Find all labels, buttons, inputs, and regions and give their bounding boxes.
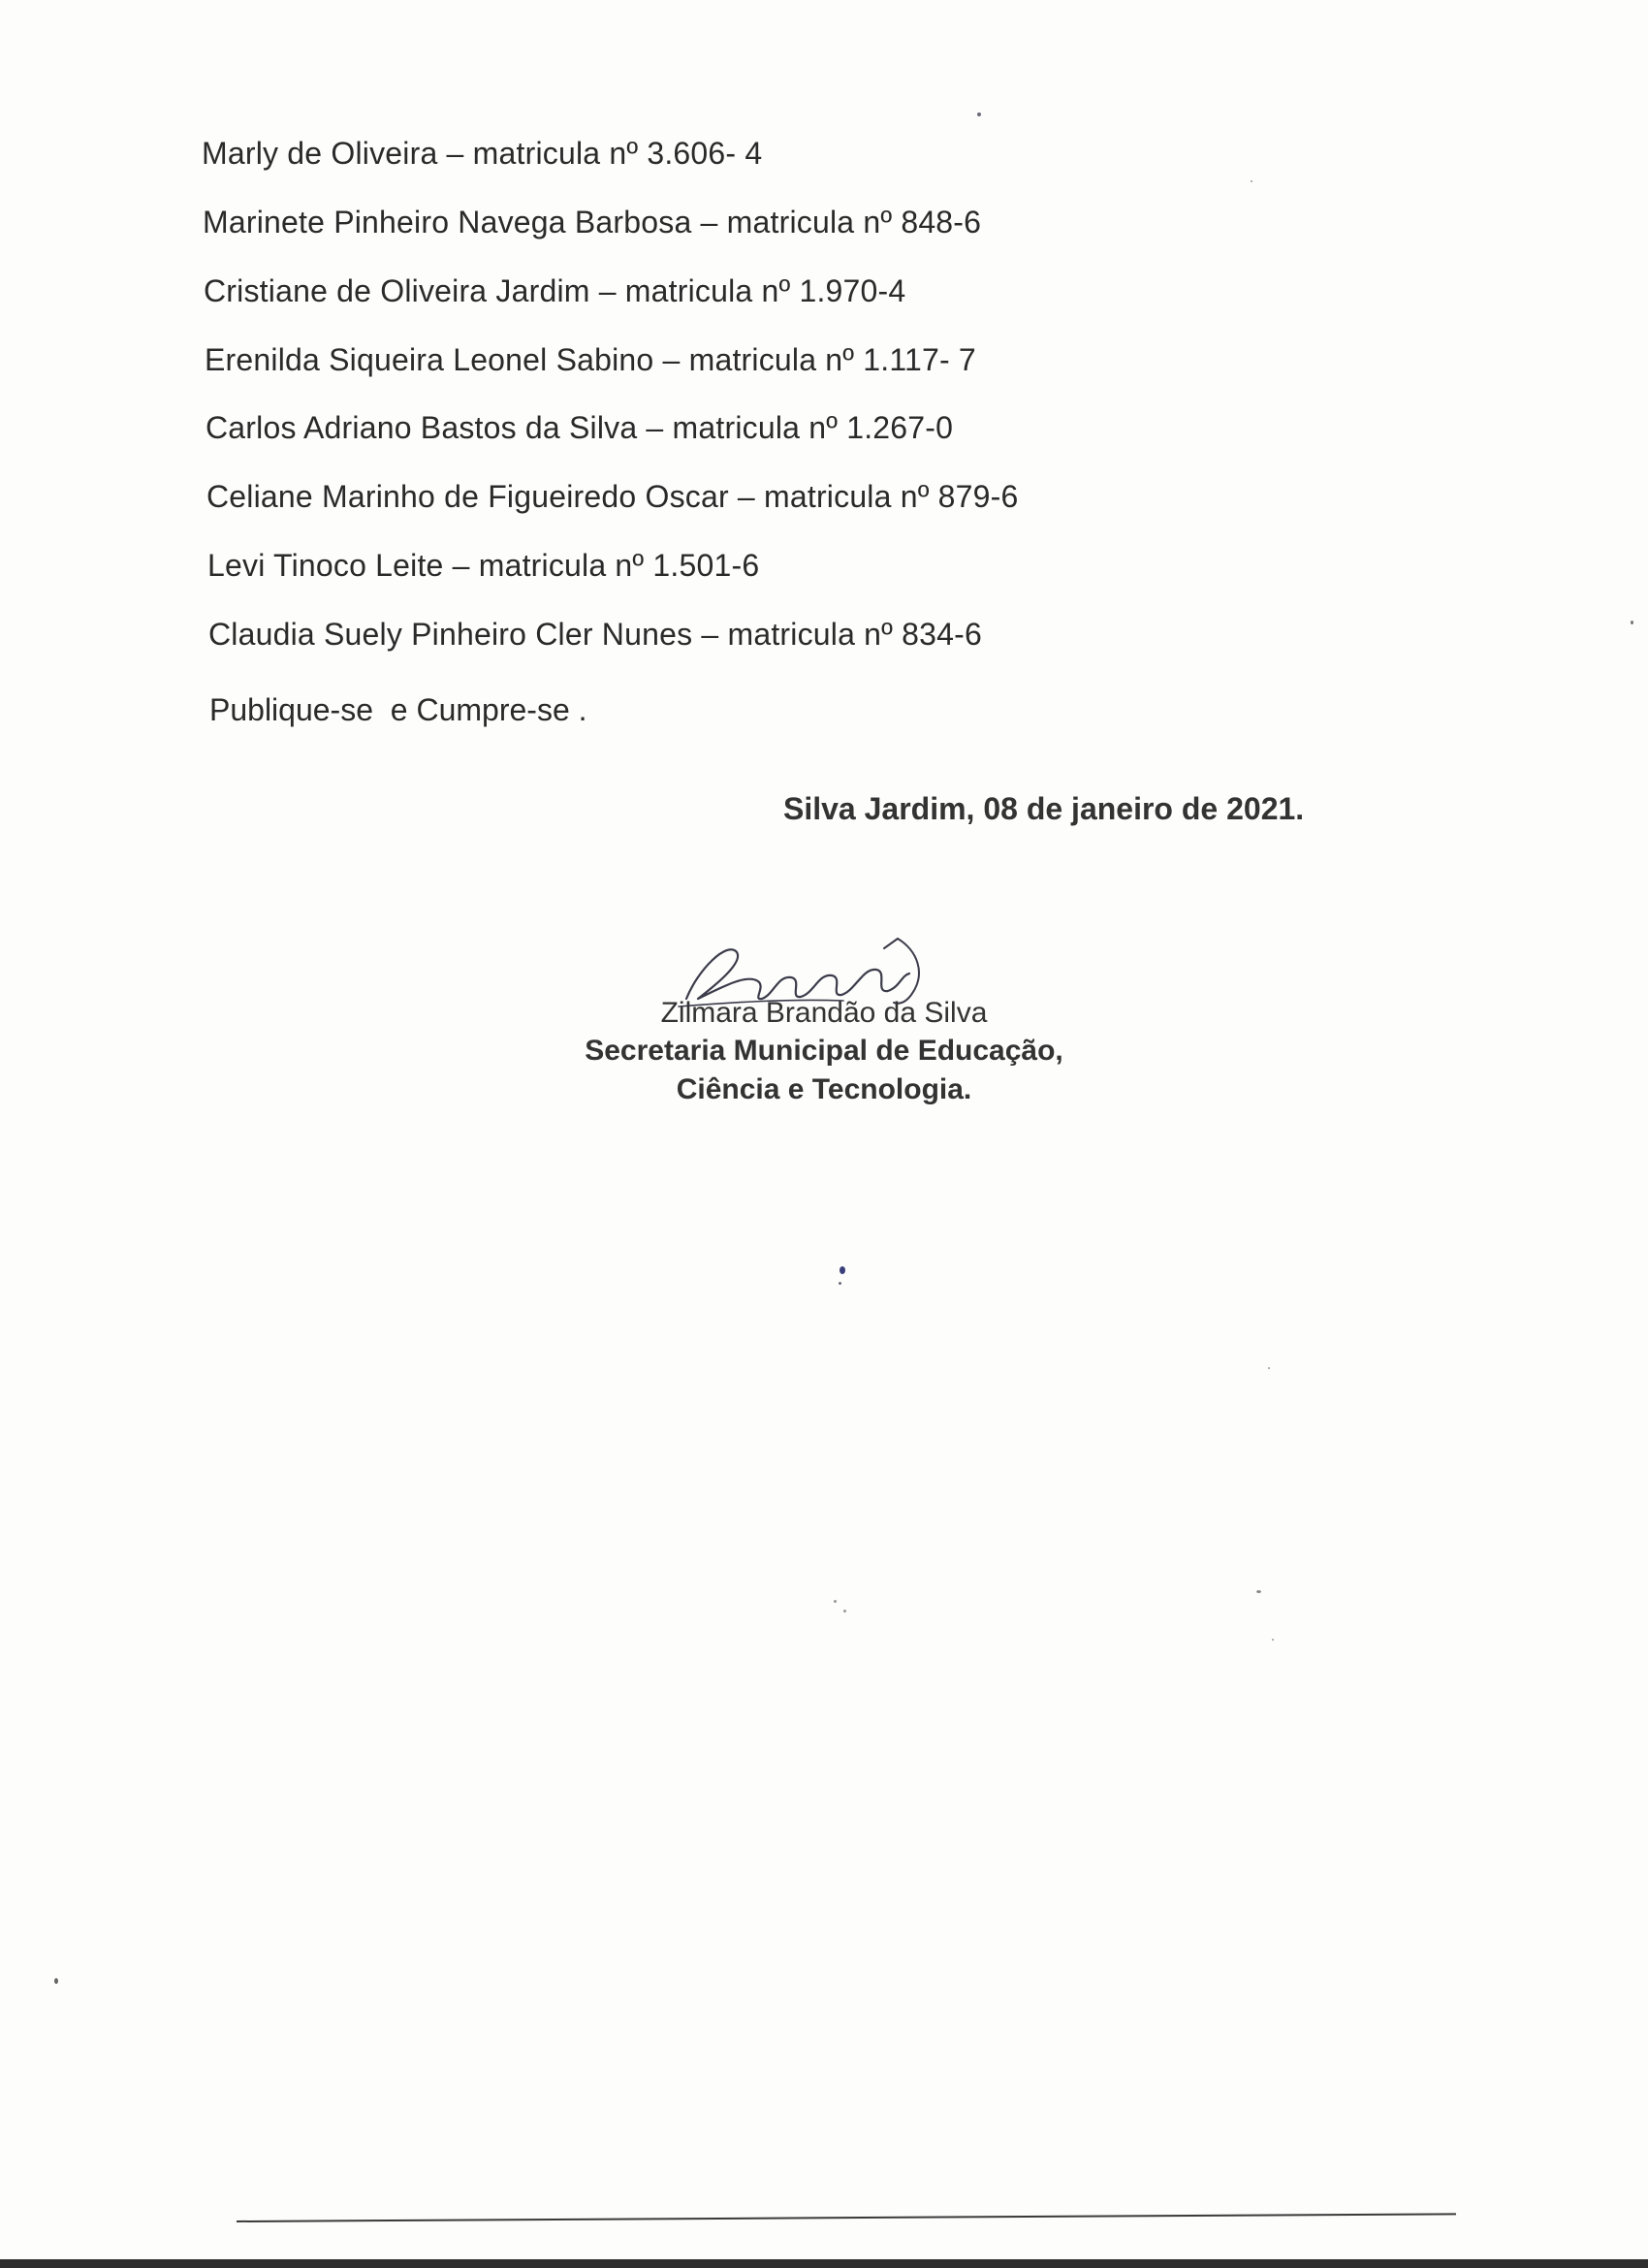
list-item: Levi Tinoco Leite – matricula nº 1.501-6 [207, 548, 760, 583]
dateline: Silva Jardim, 08 de janeiro de 2021. [783, 791, 1305, 826]
list-item: Claudia Suely Pinheiro Cler Nunes – matricula nº 834-6 [208, 617, 983, 652]
scan-speck [1251, 180, 1252, 182]
scan-speck [1272, 1639, 1274, 1641]
scan-speck [843, 1610, 846, 1613]
scan-speck [839, 1282, 841, 1285]
scan-speck [1631, 621, 1633, 624]
signer-title-line1: Secretaria Municipal de Educação, [585, 1035, 1063, 1067]
scan-speck [840, 1266, 845, 1274]
scan-speck [1256, 1590, 1261, 1593]
scan-bottom-edge [0, 2259, 1648, 2268]
signer-name: Zilmara Brandão da Silva [660, 997, 988, 1029]
scan-speck [1268, 1367, 1270, 1369]
scan-speck [834, 1600, 837, 1603]
footer-divider [237, 2213, 1456, 2222]
list-item: Cristiane de Oliveira Jardim – matricula nº 1.970-4 [204, 273, 906, 308]
list-item: Marly de Oliveira – matricula nº 3.606- 4 [202, 136, 763, 171]
list-item: Celiane Marinho de Figueiredo Oscar – matricula nº 879-6 [206, 479, 1019, 514]
signature-block [543, 995, 1105, 1109]
scan-speck [54, 1978, 58, 1984]
closing-statement: Publique-se e Cumpre-se . [209, 692, 587, 727]
scan-speck [977, 112, 981, 116]
list-item: Marinete Pinheiro Navega Barbosa – matricula nº 848-6 [203, 205, 982, 240]
list-item: Carlos Adriano Bastos da Silva – matricula nº 1.267-0 [206, 410, 954, 445]
signer-title-line2: Ciência e Tecnologia. [676, 1073, 972, 1105]
list-item: Erenilda Siqueira Leonel Sabino – matricula nº 1.117- 7 [205, 342, 976, 377]
